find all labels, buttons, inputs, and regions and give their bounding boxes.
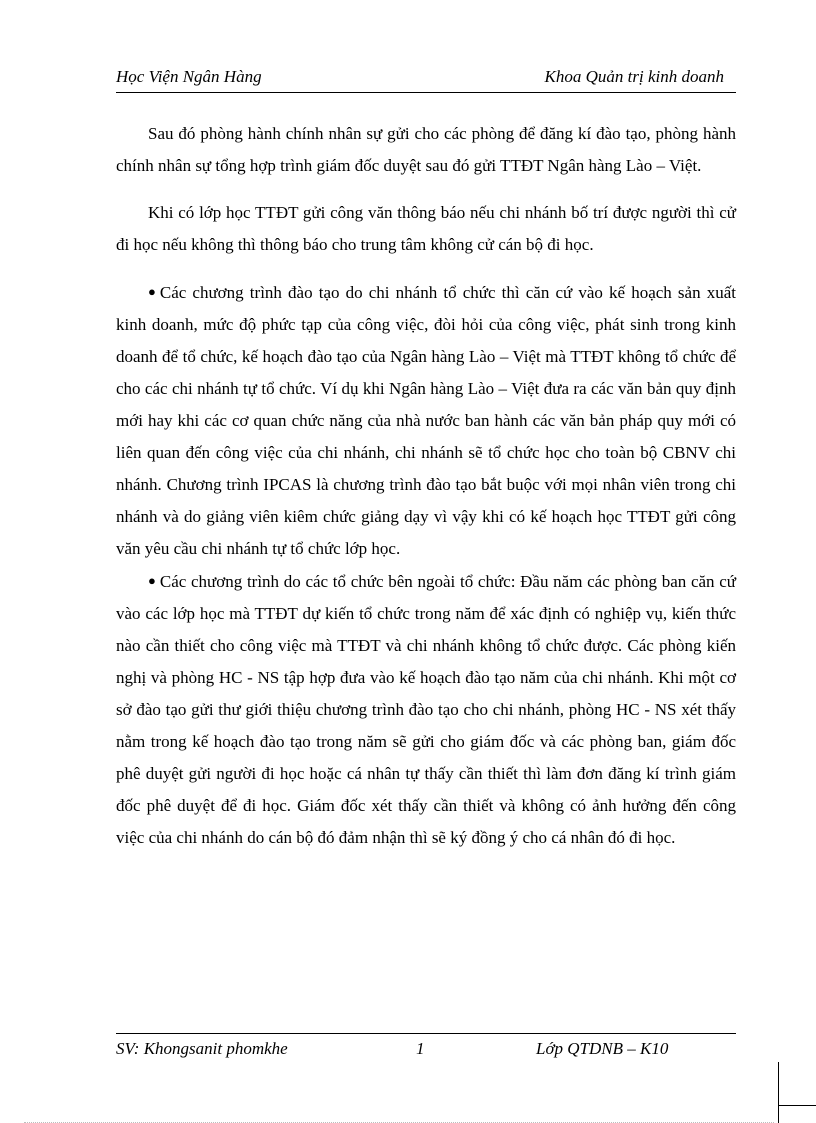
paragraph-2: Khi có lớp học TTĐT gửi công văn thông báo nếu chi nhánh bố trí được người thì cử đi học nếu không thì thông báo cho trung tâm không cử cán bộ đi học. <box>116 203 736 254</box>
header-faculty: Khoa Quản trị kinh doanh <box>544 67 724 86</box>
bullet-icon: ● <box>148 573 156 588</box>
page-header <box>116 66 736 93</box>
paragraph-4-text: Các chương trình do các tổ chức bên ngoài tổ chức: Đầu năm các phòng ban căn cứ vào các lớp học mà TTĐT dự kiến tổ chức trong năm để xác định có nghiệp vụ, kiến thức nào cần thiết cho công việc mà TTĐT và chi nhánh không tổ chức được. Các phòng kiến nghị và phòng HC - NS tập hợp đưa vào kế hoạch đào tạo năm của chi nhánh. Khi một cơ sở đào tạo gửi thư giới thiệu chương trình đào tạo cho chi nhánh, phòng HC - NS xét thấy nằm trong kế hoạch đào tạo trong năm sẽ gửi cho giám đốc và các phòng ban, giám đốc phê duyệt gửi người đi học hoặc cá nhân tự thấy cần thiết thì làm đơn đăng kí trình giám đốc phê duyệt để đi học. Giám đốc xét thấy cần thiết và không có ảnh hưởng đến công việc của chi nhánh do cán bộ đó đảm nhận thì sẽ ký đồng ý cho cá nhân đó đi học. <box>116 572 736 847</box>
document-body <box>116 118 736 854</box>
footer-student: SV: Khongsanit phomkhe <box>116 1039 288 1058</box>
paragraph-3-text: Các chương trình đào tạo do chi nhánh tổ chức thì căn cứ vào kế hoạch sản xuất kinh doanh, mức độ phức tạp của công việc, đòi hỏi của công việc, phát sinh trong kinh doanh để tổ chức, kế hoạch đào tạo của Ngân hàng Lào – Việt mà TTĐT không tổ chức để cho các chi nhánh tự tổ chức. Ví dụ khi Ngân hàng Lào – Việt đưa ra các văn bản quy định mới hay khi các cơ quan chức năng của nhà nước ban hành các văn bản pháp quy mới có liên quan đến công việc của chi nhánh, chi nhánh sẽ tổ chức học cho toàn bộ CBNV chi nhánh. Chương trình IPCAS là chương trình đào tạo bắt buộc với mọi nhân viên trong chi nhánh và do giảng viên kiêm chức giảng dạy vì vậy khi có kế hoạch học TTĐT gửi công văn yêu cầu chi nhánh tự tổ chức lớp học. <box>116 283 736 558</box>
paragraph-1: Sau đó phòng hành chính nhân sự gửi cho các phòng để đăng kí đào tạo, phòng hành chính nhân sự tổng hợp trình giám đốc duyệt sau đó gửi TTĐT Ngân hàng Lào – Việt. <box>116 124 736 175</box>
header-institution: Học Viện Ngân Hàng <box>116 67 262 86</box>
paragraph-4 <box>116 565 736 854</box>
paragraph-3 <box>116 276 736 565</box>
page-corner-mark-vertical <box>778 1062 779 1123</box>
footer-page-number: 1 <box>416 1039 425 1058</box>
page-footer <box>116 1033 736 1062</box>
page-corner-mark-horizontal <box>778 1105 816 1106</box>
bullet-icon: ● <box>148 284 156 299</box>
footer-class: Lớp QTDNB – K10 <box>536 1039 669 1058</box>
